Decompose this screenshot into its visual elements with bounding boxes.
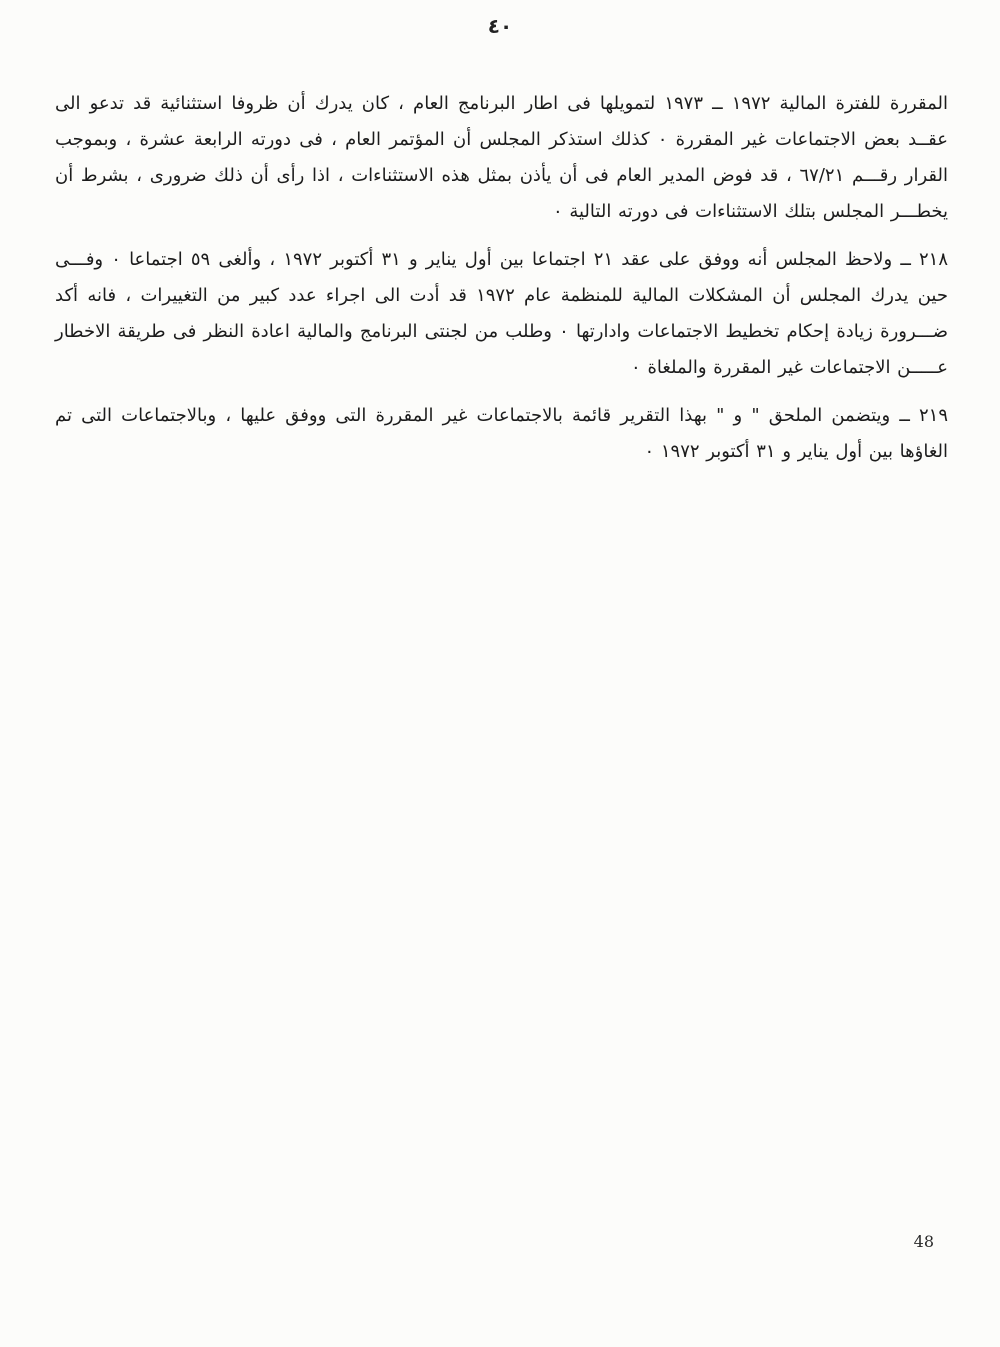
page-number-bottom: 48 [913, 1232, 934, 1251]
paragraph-218: ٢١٨ ــ ولاحظ المجلس أنه ووفق على عقد ٢١ اجتماعا بين أول يناير و ٣١ أكتوبر ١٩٧٢ ، وألغى ٥٩ اجتماعا ٠ وفـــى حين يدرك المجلس أن المشكلات المالية للمنظمة عام ١٩٧٢ قد أدت الى اجراء عدد كبير من التغييرات ، فانه أكد ضـــرورة زيادة إحكام تخطيط الاجتماعات وادارتها ٠ وطلب من لجنتى البرنامج والمالية اعادة النظر فى طريقة الاخطار عـــــن الاجتماعات غير المقررة والملغاة ٠ [55, 249, 949, 378]
document-body [55, 86, 948, 482]
paragraph-continuation: المقررة للفترة المالية ١٩٧٢ ــ ١٩٧٣ لتمويلها فى اطار البرنامج العام ، كان يدرك أن ظروفا استثنائية قد تدعو الى عقــد بعض الاجتماعات غير المقررة ٠ كذلك استذكر المجلس أن المؤتمر العام ، فى دورته الرابعة عشرة ، وبموجب القرار رقـــم ٦٧/٢١ ، قد فوض المدير العام فى أن يأذن بمثل هذه الاستثناءات ، اذا رأى أن ذلك ضرورى ، بشرط أن يخطـــر المجلس بتلك الاستثناءات فى دورته التالية ٠ [55, 93, 948, 222]
paragraph-219: ٢١٩ ــ ويتضمن الملحق " و " بهذا التقرير قائمة بالاجتماعات غير المقررة التى ووفق عليها ، وبالاجتماعات التى تم الغاؤها بين أول يناير و ٣١ أكتوبر ١٩٧٢ ٠ [55, 405, 948, 462]
page-number-top: ٤٠ [487, 14, 513, 38]
